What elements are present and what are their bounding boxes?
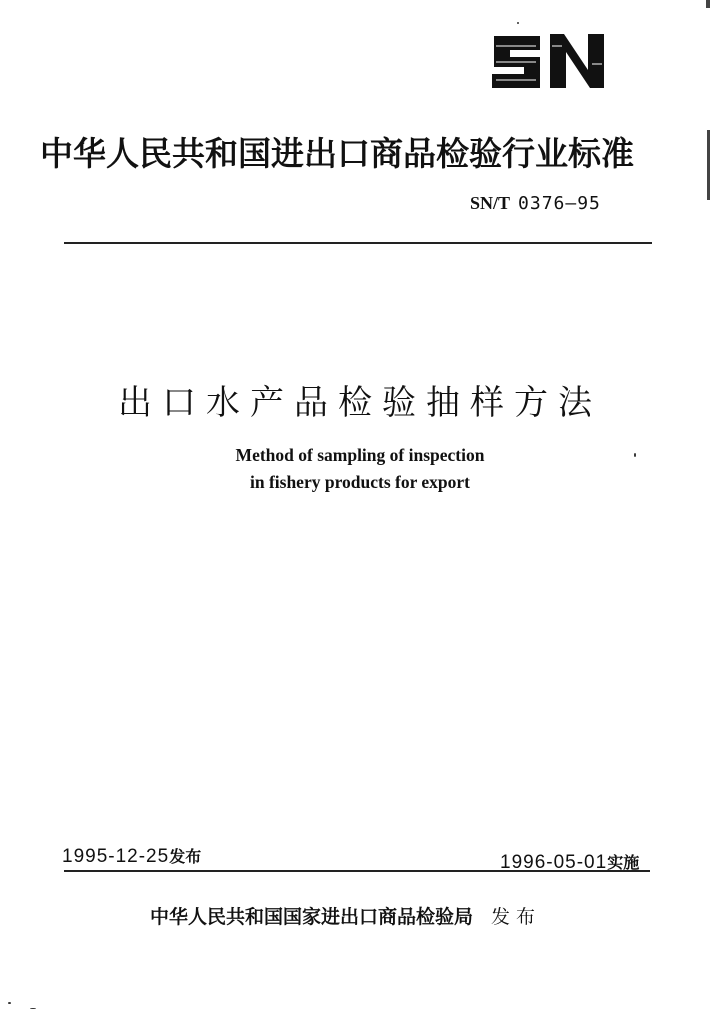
industry-standard-title: 中华人民共和国进出口商品检验行业标准 [40, 134, 634, 173]
scan-speck [517, 22, 519, 24]
issue-date-value: 1995-12-25 [62, 846, 170, 867]
standard-code-prefix: SN/T [470, 193, 511, 213]
footer-divider [64, 870, 650, 872]
issuer-name: 中华人民共和国国家进出口商品检验局 [150, 906, 474, 928]
standard-code-number: 0376—95 [518, 193, 601, 214]
standard-code [470, 193, 601, 214]
scan-speck [30, 1008, 36, 1009]
issue-date [62, 844, 201, 868]
issue-date-label: 发布 [169, 847, 202, 866]
implementation-date-value: 1996-05-01 [500, 852, 608, 873]
scan-speck [8, 1002, 11, 1004]
sn-logo [480, 24, 610, 94]
scan-speck [634, 453, 636, 457]
issuing-authority [150, 902, 541, 929]
english-title-line-1: Method of sampling of inspection [235, 445, 485, 465]
implementation-date-label: 实施 [607, 853, 640, 872]
issuer-verb: 发布 [491, 906, 542, 928]
scan-edge-mark [706, 0, 710, 8]
english-title-line-2: in fishery products for export [249, 472, 471, 492]
document-title-chinese: 出口水产品检验抽样方法 [118, 383, 602, 423]
sn-logo-graphic [480, 24, 610, 94]
document-title-english [100, 442, 620, 496]
header-divider [64, 242, 652, 244]
